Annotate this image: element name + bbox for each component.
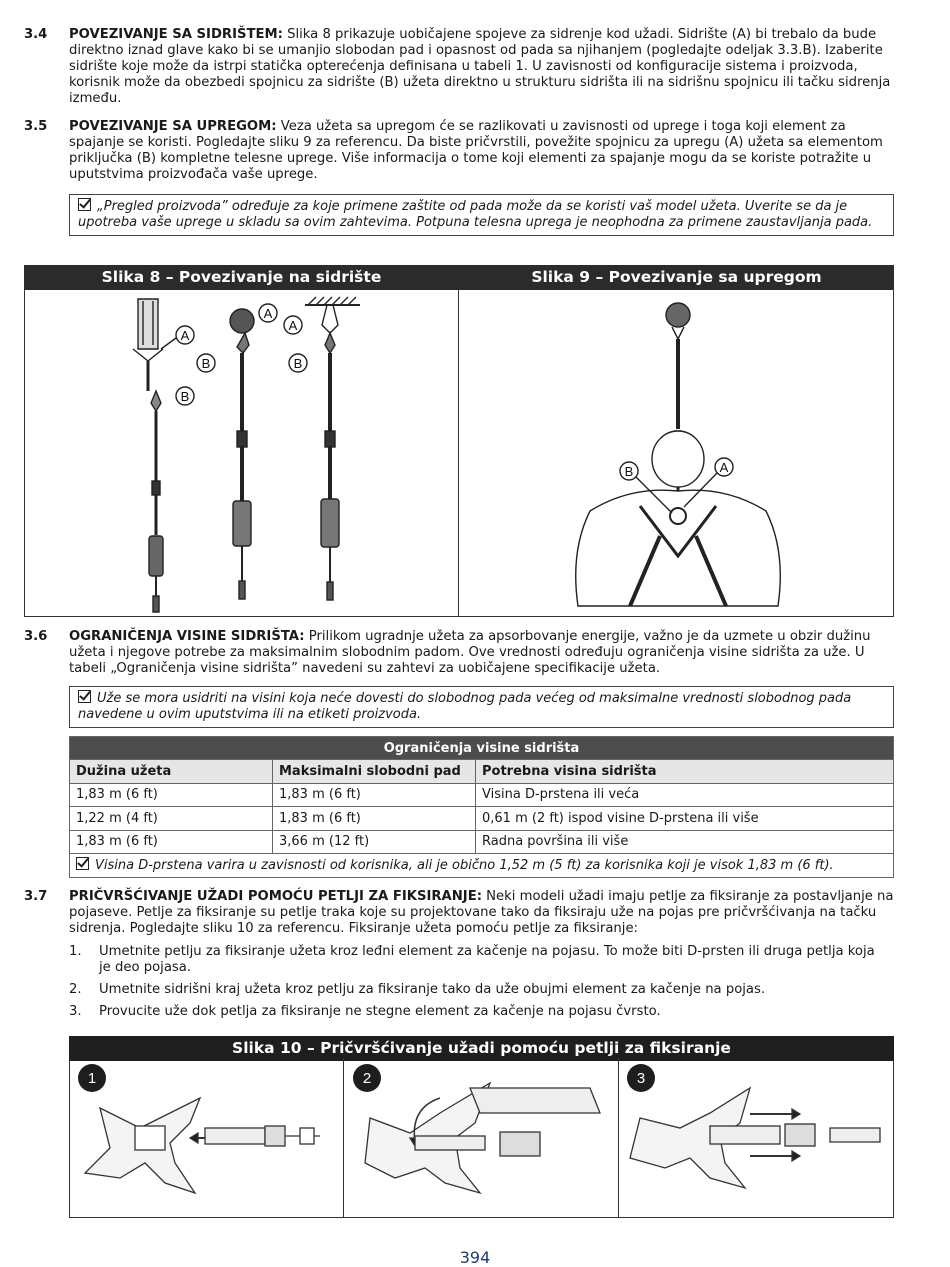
label-b: B xyxy=(624,464,634,479)
list-item xyxy=(69,982,889,998)
section-number: 3.5 xyxy=(24,119,48,134)
table-cell: 1,83 m (6 ft) xyxy=(273,807,476,831)
table-cell: 1,22 m (4 ft) xyxy=(70,807,273,831)
figure-8-title: Slika 8 – Povezivanje na sidrište xyxy=(24,265,459,290)
step-number: 1. xyxy=(69,944,82,959)
section-number: 3.7 xyxy=(24,889,48,904)
section-heading: PRIČVRŠĆIVANJE UŽADI POMOĆU PETLJI ZA FIKSIRANJE: xyxy=(69,889,482,904)
label-b: B xyxy=(201,356,211,371)
table-cell: 0,61 m (2 ft) ispod visine D-prstena ili više xyxy=(476,807,894,831)
table-cell: Visina D-prstena ili veća xyxy=(476,783,894,807)
page-number: 394 xyxy=(459,1248,491,1267)
section-3-4 xyxy=(24,27,894,107)
step-number: 2. xyxy=(69,982,82,997)
step-number: 3. xyxy=(69,1004,82,1019)
note-box-anchor xyxy=(69,686,894,728)
checkbox-note-icon xyxy=(78,690,91,703)
table-header: Maksimalni slobodni pad xyxy=(273,760,476,784)
note-text: Uže se mora usidriti na visini koja neće dovesti do slobodnog pada većeg od maksimalne vrednosti slobodnog pada navedene u ovim uputstvima ili na etiketi proizvoda. xyxy=(78,691,852,722)
table-header: Dužina užeta xyxy=(70,760,273,784)
table-row xyxy=(70,830,894,854)
label-a: A xyxy=(263,306,273,321)
section-3-5 xyxy=(24,119,894,183)
table-cell: 1,83 m (6 ft) xyxy=(70,830,273,854)
checkbox-note-icon xyxy=(76,857,89,870)
label-a: A xyxy=(180,328,190,343)
figure-10-title: Slika 10 – Pričvršćivanje užadi pomoću petlji za fiksiranje xyxy=(69,1036,894,1061)
table-cell: 3,66 m (12 ft) xyxy=(273,830,476,854)
figure-8-illustration xyxy=(25,291,458,616)
table-cell: Radna površina ili više xyxy=(476,830,894,854)
label-a: A xyxy=(719,460,729,475)
table-caption: Ograničenja visine sidrišta xyxy=(70,737,894,760)
step-label: 1 xyxy=(87,1070,97,1087)
step-label: 2 xyxy=(362,1070,372,1087)
step-text: Umetnite petlju za fiksiranje užeta kroz leđni element za kačenje na pojasu. To može biti D-prsten ili druga petlja koja je deo pojasa. xyxy=(99,944,875,975)
figure-10-illustration xyxy=(70,1058,893,1217)
table-note: Visina D-prstena varira u zavisnosti od korisnika, ali je obično 1,52 m (5 ft) za korisnika koji je visok 1,83 m (6 ft). xyxy=(95,858,834,874)
list-item xyxy=(69,944,889,976)
checkbox-note-icon xyxy=(78,198,91,211)
label-b: B xyxy=(293,356,303,371)
section-heading: POVEZIVANJE SA UPREGOM: xyxy=(69,119,277,134)
section-text: Prilikom ugradnje užeta za apsorbovanje energije, važno je da uzmete u obzir dužinu užeta i njegove potrebe za maksimalnim slobodnim padom. Ove vrednosti određuju ograničenja visine sidrišta za uže. U tabeli „Ograničenja visine sidrišta” navedeni su zahtevi za uobičajene specifikacije užeta. xyxy=(69,629,871,676)
table-row xyxy=(70,783,894,807)
step-text: Provucite uže dok petlja za fiksiranje ne stegne element za kačenje na pojasu čvrsto. xyxy=(99,1004,661,1019)
label-b: B xyxy=(180,389,190,404)
section-number: 3.6 xyxy=(24,629,48,644)
section-number: 3.4 xyxy=(24,27,48,42)
figure-9-title: Slika 9 – Povezivanje sa upregom xyxy=(459,265,894,290)
note-text: „Pregled proizvoda” određuje za koje primene zaštite od pada može da se koristi vaš model užeta. Uverite se da je upotreba vaše uprege u skladu sa ovim zahtevima. Potpuna telesna uprega je neophodna za primene zaustavljanja pada. xyxy=(78,199,873,230)
table-cell: 1,83 m (6 ft) xyxy=(273,783,476,807)
list-item xyxy=(69,1004,889,1020)
section-text: Slika 8 prikazuje uobičajene spojeve za sidrenje kod užadi. Sidrište (A) bi trebalo da bude direktno iznad glave kako bi se umanjio slobodan pad i opasnost od pada sa njihanjem (pogledajte odeljak 3.3.B). Izaberite sidrište koje može da istrpi statička opterećenja definisana u tabeli 1. U zavisnosti od konfiguracije sistema i proizvoda, korisnik može da obezbedi spojnicu za sidrište (B) užeta direktno u strukturu sidrišta ili na sidrišnu spojnicu ili tačku sidrenja između. xyxy=(69,27,891,106)
steps-list xyxy=(69,944,889,1026)
section-heading: POVEZIVANJE SA SIDRIŠTEM: xyxy=(69,27,283,42)
label-a: A xyxy=(288,318,298,333)
figure-9-illustration xyxy=(460,291,893,616)
table-note-row xyxy=(70,854,894,878)
section-3-6 xyxy=(24,629,894,677)
table-header: Potrebna visina sidrišta xyxy=(476,760,894,784)
anchor-height-table xyxy=(69,736,894,878)
table-row xyxy=(70,807,894,831)
note-box-harness xyxy=(69,194,894,236)
section-heading: OGRANIČENJA VISINE SIDRIŠTA: xyxy=(69,629,305,644)
table-cell: 1,83 m (6 ft) xyxy=(70,783,273,807)
step-text: Umetnite sidrišni kraj užeta kroz petlju za fiksiranje tako da uže obujmi element za kačenje na pojas. xyxy=(99,982,766,997)
figure-divider xyxy=(458,290,459,617)
section-text: Neki modeli užadi imaju petlje za fiksiranje za postavljanje na pojaseve. Petlje za fiksiranje su petlje traka koje su projektovane tako da fiksiraju uže na pojas pre pričvršćivanja na tačku sidrenja. Pogledajte sliku 10 za referencu. Fiksiranje užeta pomoću petlje za fiksiranje: xyxy=(69,889,894,936)
section-3-7 xyxy=(24,889,894,937)
section-text: Veza užeta sa upregom će se razlikovati u zavisnosti od uprege i toga koji element za spajanje se koristi. Pogledajte sliku 9 za referencu. Da biste pričvrstili, povežite spojnicu za upregu (A) užeta sa elementom priključka (B) kompletne telesne uprege. Više informacija o tome koji elementi za spajanje mogu da se koriste potražite u uputstvima proizvođača vaše uprege. xyxy=(69,119,883,182)
step-label: 3 xyxy=(636,1070,646,1087)
